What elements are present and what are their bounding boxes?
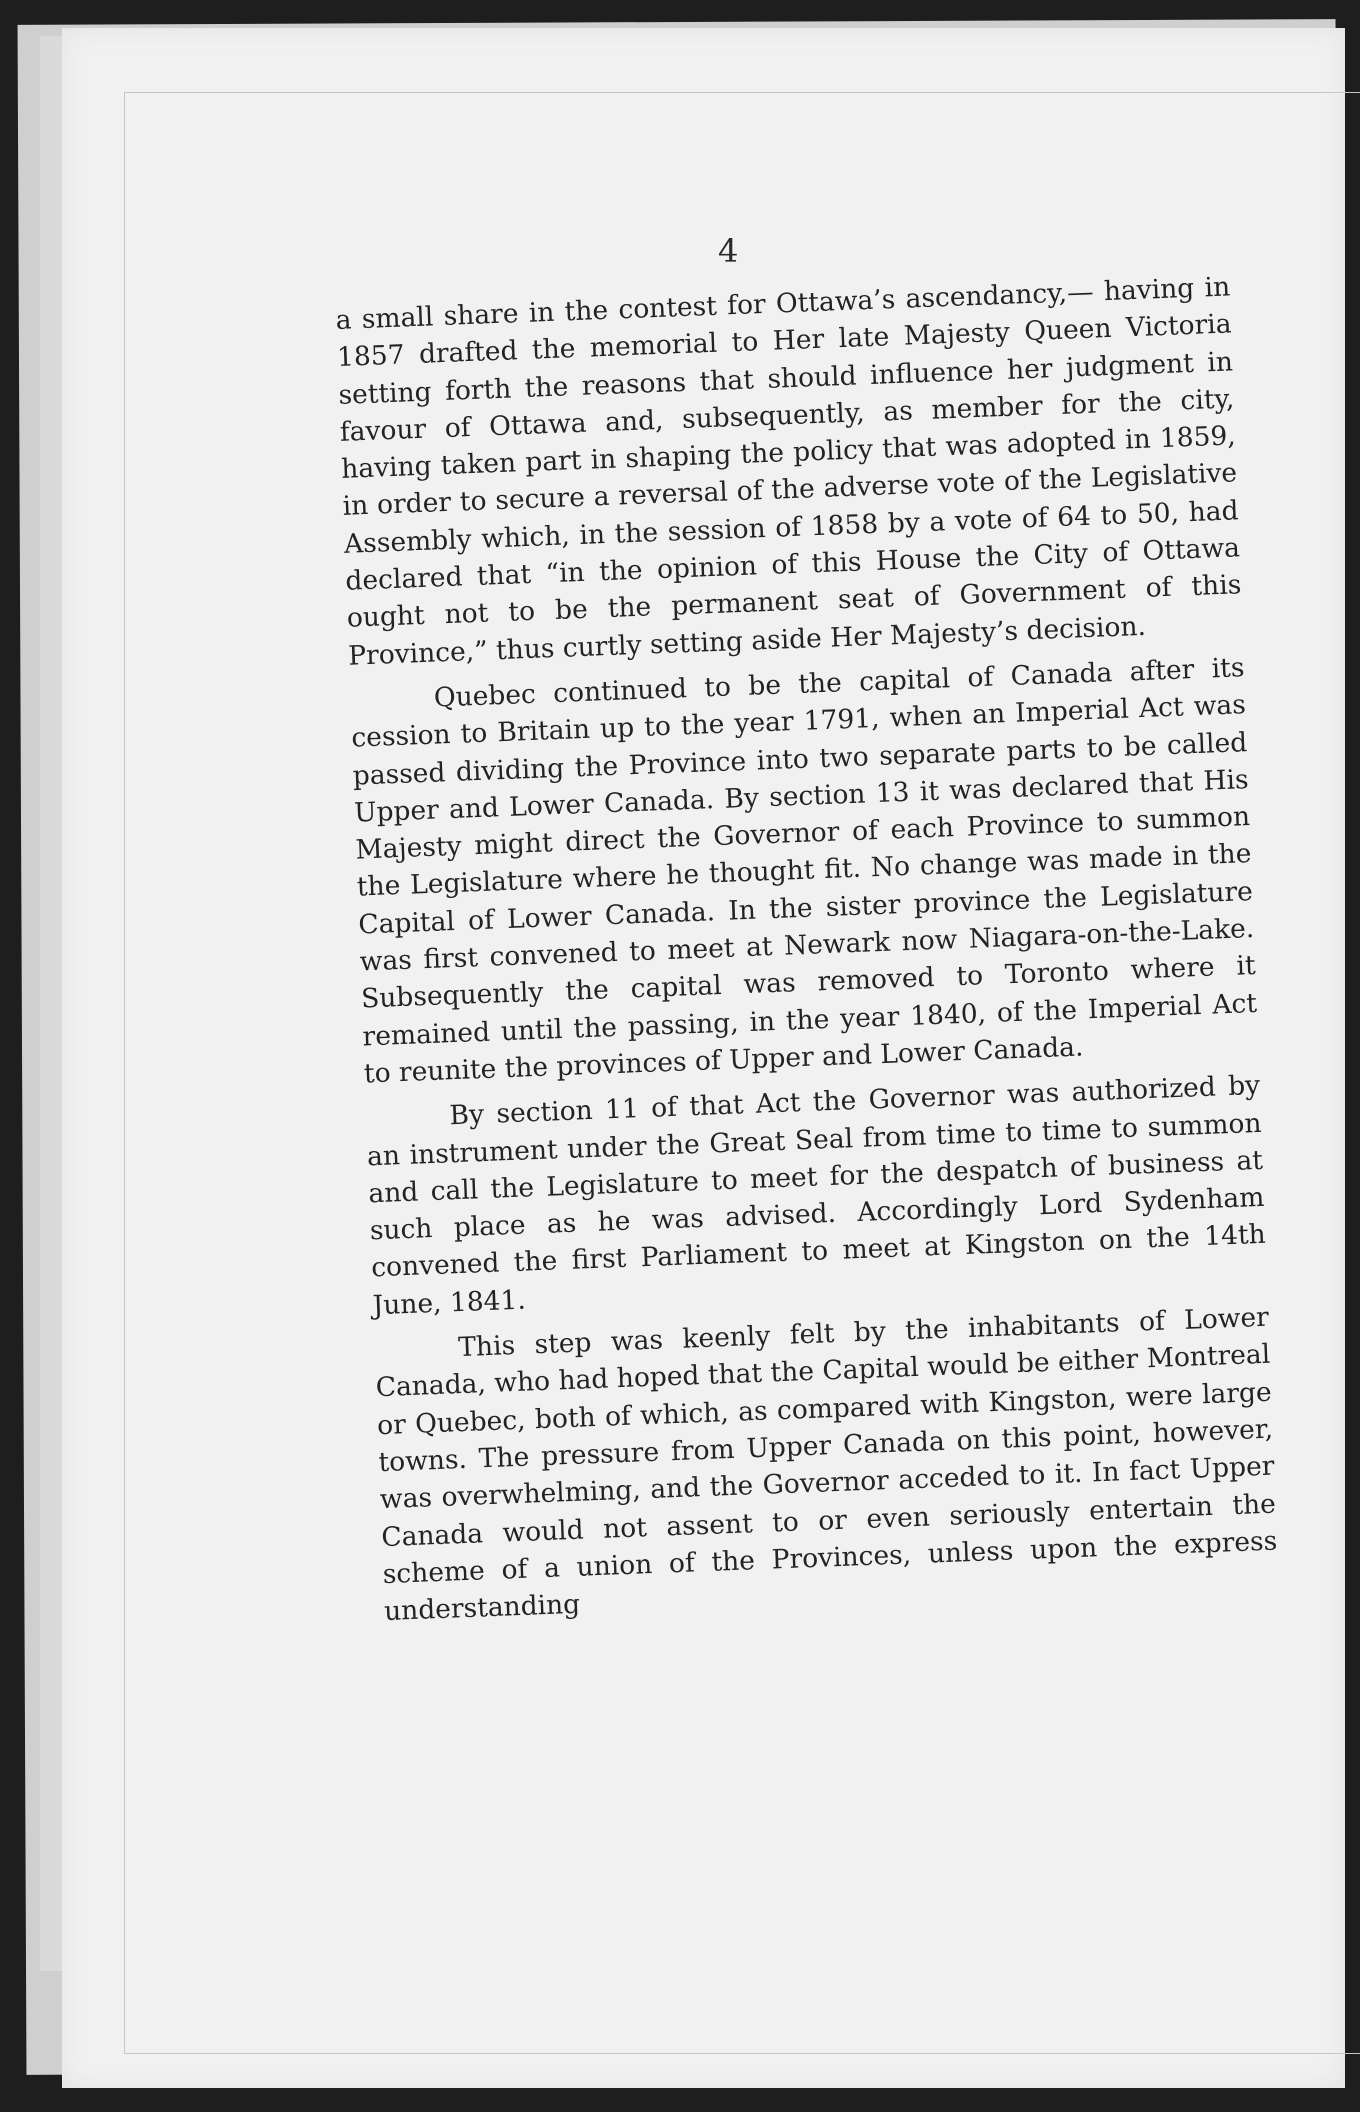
paragraph-3: By section 11 of that Act the Governor was authorized by an instrument under the Great Seal from time to time to summon and call the Legislature to meet for the despatch of business at such place as he was advised. Accordingly Lord Sydenham convened the first Parliament to meet at Kingston on the 14th June, 1841. (366, 1070, 1267, 1322)
page-number: 4 (718, 232, 739, 270)
paragraph-1: a small share in the contest for Ottawa’s ascendancy,— having in 1857 drafted the memorial to Her late Majesty Queen Victoria setting forth the reasons that should influence her judgment in favour of Ottawa and, subsequently, as member for the city, having taken part in shaping the policy that was adopted in 1859, in order to secure a reversal of the adverse vote of the Legislative Assembly which, in the session of 1858 by a vote of 64 to 50, had declared that “in the opinion of this House the City of Ottawa ought not to be the permanent seat of Government of this Province,” thus curtly setting aside Her Majesty’s decision. (335, 271, 1242, 672)
body-text (335, 268, 1279, 1630)
paragraph-4: This step was keenly felt by the inhabitants of Lower Canada, who had hoped that the Capital would be either Montreal or Quebec, both of which, as compared with Kingston, were large towns. The pressure from Upper Canada on this point, however, was overwhelming, and the Governor acceded to it. In fact Upper Canada would not assent to or even seriously entertain the scheme of a union of the Provinces, unless upon the express understanding (375, 1301, 1278, 1628)
paragraph-2: Quebec continued to be the capital of Canada after its cession to Britain up to the year 1791, when an Imperial Act was passed dividing the Province into two separate parts to be called Upper and Lower Canada. By section 13 it was declared that His Majesty might direct the Governor of each Province to summon the Legislature where he thought fit. No change was made in the Capital of Lower Canada. In the sister province the Legislature was first convened to meet at Newark now Niagara-on-the-Lake. Subsequently the capital was removed to Toronto where it remained until the passing, in the year 1840, of the Imperial Act to reunite the provinces of Upper and Lower Canada. (350, 652, 1258, 1090)
